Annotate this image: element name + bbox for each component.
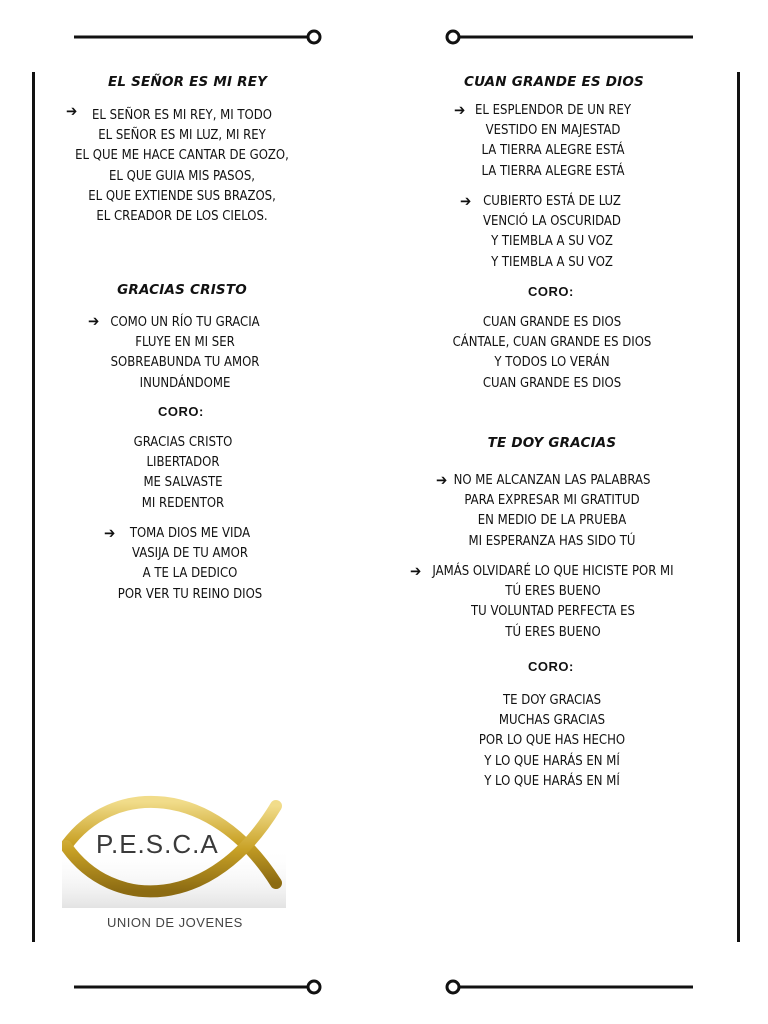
right-arrow-icon: ➔ [88,312,100,330]
right-arrow-icon: ➔ [454,101,466,119]
right-border [737,72,740,942]
verse-1: EL ESPLENDOR DE UN REY VESTIDO EN MAJESTAD LA TIERRA ALEGRE ESTÁ LA TIERRA ALEGRE ESTÁ [475,103,631,179]
verse-2: JAMÁS OLVIDARÉ LO QUE HICISTE POR MI TÚ ERES BUENO TU VOLUNTAD PERFECTA ES TÚ ERES BUENO [432,564,674,640]
song-title: TE DOY GRACIAS [487,435,617,451]
logo-subtitle: UNION DE JOVENES [107,915,243,930]
left-border [32,72,35,942]
coro-label: CORO: [158,404,204,419]
song-title: GRACIAS CRISTO [117,282,247,298]
verse-1: NO ME ALCANZAN LAS PALABRAS PARA EXPRESAR MI GRATITUD EN MEDIO DE LA PRUEBA MI ESPERANZA HAS SIDO TÚ [453,473,651,549]
right-arrow-icon: ➔ [104,524,116,542]
coro-lyrics: CUAN GRANDE ES DIOS CÁNTALE, CUAN GRANDE ES DIOS Y TODOS LO VERÁN CUAN GRANDE ES DIOS [452,315,652,391]
verse-1: COMO UN RÍO TU GRACIA FLUYE EN MI SER SOBREABUNDA TU AMOR INUNDÁNDOME [110,315,260,391]
right-arrow-icon: ➔ [410,562,422,580]
coro-label: CORO: [528,659,574,674]
coro-lyrics: TE DOY GRACIAS MUCHAS GRACIAS POR LO QUE HAS HECHO Y LO QUE HARÁS EN MÍ Y LO QUE HARÁS EN MÍ [478,693,626,789]
coro-lyrics: GRACIAS CRISTO LIBERTADOR ME SALVASTE MI REDENTOR [133,435,233,511]
coro-label: CORO: [528,284,574,299]
logo-text: P.E.S.C.A [96,829,219,859]
verse-2: CUBIERTO ESTÁ DE LUZ VENCIÓ LA OSCURIDAD Y TIEMBLA A SU VOZ Y TIEMBLA A SU VOZ [483,194,621,270]
song-title: EL SEÑOR ES MI REY [108,74,268,90]
song-title: CUAN GRANDE ES DIOS [464,74,644,90]
right-arrow-icon: ➔ [66,102,78,120]
right-arrow-icon: ➔ [436,471,448,489]
verse-2: TOMA DIOS ME VIDA VASIJA DE TU AMOR A TE LA DEDICO POR VER TU REINO DIOS [117,526,263,602]
song-lyrics: EL SEÑOR ES MI REY, MI TODO EL SEÑOR ES MI LUZ, MI REY EL QUE ME HACE CANTAR DE GOZO, EL QUE GUIA MIS PASOS, EL QUE EXTIENDE SUS BRAZOS, EL CREADOR DE LOS CIELOS. [75,108,289,225]
right-arrow-icon: ➔ [460,192,472,210]
